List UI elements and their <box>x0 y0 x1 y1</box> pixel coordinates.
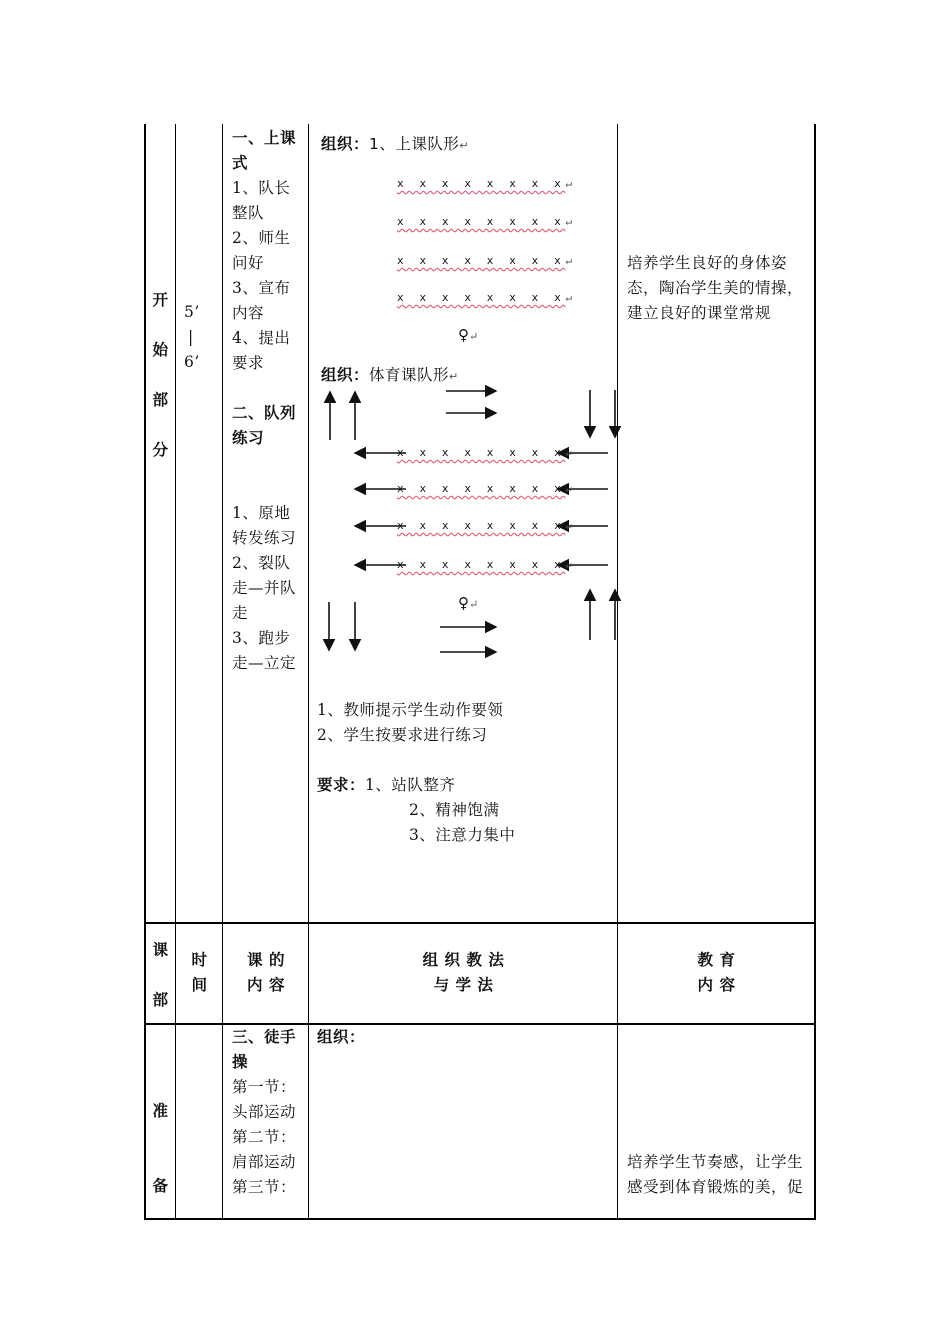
teacher-icon: ♀↵ <box>458 594 479 612</box>
section-start-char: 始 <box>152 341 169 359</box>
time-separator: | <box>188 328 194 346</box>
header-education: 教 育 内 容 <box>697 951 736 994</box>
time-end: 6’ <box>184 353 200 371</box>
org-formation2-heading: 组织：体育课队形↵ <box>321 366 459 384</box>
formation1-row: x x x x x x x x↵ <box>397 254 577 267</box>
content-item2-line: 3、跑步走—立定 <box>232 629 297 672</box>
time-start: 5’ <box>184 303 200 321</box>
content-item1-line: 3、宣布内容 <box>232 279 291 322</box>
content-item2-title: 二、队列练习 <box>232 404 297 447</box>
content-item2-line: 1、原地转发练习 <box>232 504 297 547</box>
org-formation2-name: 体育课队形 <box>369 366 450 384</box>
formation2-row: x x x x x x x x↵ <box>397 519 577 532</box>
header-content: 课 的 内 容 <box>247 951 285 994</box>
section-start-education: 培养学生良好的身体姿态，陶冶学生美的情操，建立良好的课堂常规 <box>627 254 804 322</box>
section-prep-content <box>232 1025 304 1200</box>
req-item: 3、注意力集中 <box>409 826 516 844</box>
formation1-row: x x x x x x x x↵ <box>397 177 577 190</box>
org-formation1-name: 1、上课队形 <box>369 135 460 153</box>
org-methods <box>317 698 612 848</box>
prep-content-line: 第一节：头部运动 <box>232 1078 297 1121</box>
method-line: 2、学生按要求进行练习 <box>317 726 488 744</box>
content-item1-title: 一、上课式 <box>232 129 297 172</box>
section-prep-education: 培养学生节奏感，让学生感受到体育锻炼的美，促 <box>627 1153 804 1196</box>
grid-h-bottom <box>144 1218 816 1220</box>
content-item1-line: 1、队长整队 <box>232 179 291 222</box>
formation1-row: x x x x x x x x↵ <box>397 215 577 228</box>
section-prep-title: 准 备 <box>152 1102 169 1195</box>
section-start-char: 部 <box>152 391 169 409</box>
content-item2-line: 2、裂队走—并队走 <box>232 554 297 622</box>
req-item: 2、精神饱满 <box>409 801 500 819</box>
prep-content-title: 三、徒手操 <box>232 1028 297 1071</box>
prep-org-label: 组织： <box>317 1028 366 1046</box>
section-start-char: 分 <box>152 441 169 459</box>
prep-content-line: 第二节：肩部运动 <box>232 1128 297 1171</box>
prep-content-line: 第三节： <box>232 1178 297 1196</box>
header-section-part: 课 部 <box>152 941 169 1009</box>
formation2-row: x x x x x x x x↵ <box>397 482 577 495</box>
formation2-row: x x x x x x x x↵ <box>397 446 577 459</box>
method-line: 1、教师提示学生动作要领 <box>317 701 504 719</box>
org-label-1: 组织： <box>321 135 370 153</box>
grid-h-header-top <box>144 922 816 924</box>
header-time: 时 间 <box>191 951 208 994</box>
req-label: 要求： <box>317 776 366 794</box>
section-start-char: 开 <box>152 291 169 309</box>
formation1-row: x x x x x x x x↵ <box>397 291 577 304</box>
formation2-row: x x x x x x x x↵ <box>397 558 577 571</box>
content-item1-line: 2、师生问好 <box>232 229 291 272</box>
content-item1-line: 4、提出要求 <box>232 329 291 372</box>
req-item: 1、站队整齐 <box>365 776 456 794</box>
return-mark-icon: ↵ <box>459 139 470 152</box>
requirements <box>317 773 612 798</box>
header-org-method: 组 织 教 法 与 学 法 <box>422 951 505 994</box>
teacher-icon: ♀↵ <box>458 326 479 344</box>
org-label-2: 组织： <box>321 366 370 384</box>
